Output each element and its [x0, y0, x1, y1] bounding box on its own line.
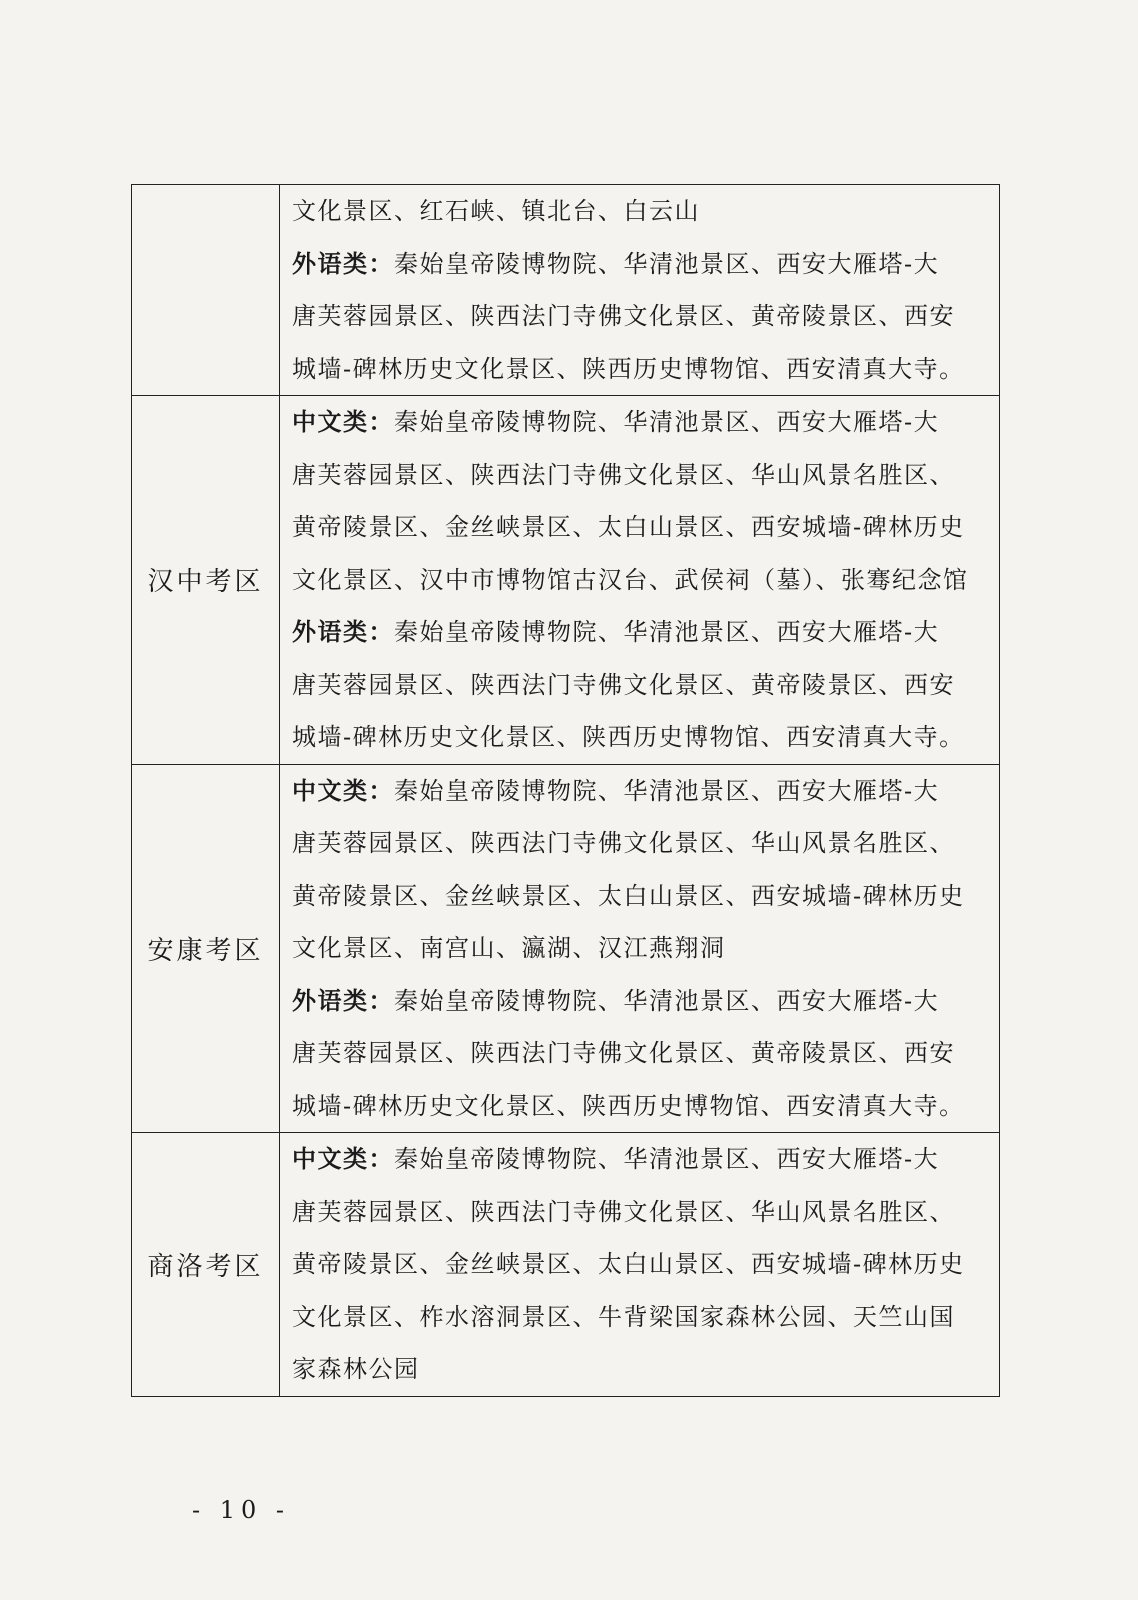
table-body: [132, 185, 1000, 1397]
scenic-spots-cell: [280, 1133, 1000, 1397]
content-text: 唐芙蓉园景区、陕西法门寺佛文化景区、华山风景名胜区、: [292, 829, 955, 857]
content-line: [292, 765, 991, 818]
content-text: 唐芙蓉园景区、陕西法门寺佛文化景区、华山风景名胜区、: [292, 460, 955, 489]
content-text: 唐芙蓉园景区、陕西法门寺佛文化景区、华山风景名胜区、: [292, 1197, 955, 1226]
content-text: 城墙-碑林历史文化景区、陕西历史博物馆、西安清真大寺。: [292, 354, 965, 383]
content-text: 唐芙蓉园景区、陕西法门寺佛文化景区、黄帝陵景区、西安: [292, 670, 955, 699]
scenic-spots-cell: [280, 764, 1000, 1133]
content-line: [292, 185, 991, 238]
content-line: [292, 606, 991, 659]
content-line: [292, 1343, 991, 1396]
scenic-spots-table: [131, 184, 1000, 1397]
content-line: [292, 659, 991, 712]
exam-region-cell: [132, 185, 280, 396]
category-label: 外语类：: [292, 986, 394, 1015]
content-text: 秦始皇帝陵博物院、华清池景区、西安大雁塔-大: [394, 1145, 940, 1173]
content-line: [292, 501, 991, 554]
content-line: [292, 343, 991, 396]
content-text: 家森林公园: [292, 1355, 420, 1383]
category-label: 外语类：: [292, 249, 394, 278]
content-line: [292, 290, 991, 343]
table-row: [132, 764, 1000, 1133]
content-text: 黄帝陵景区、金丝峡景区、太白山景区、西安城墙-碑林历史: [292, 513, 965, 541]
category-label: 外语类：: [292, 618, 394, 646]
content-line: [292, 817, 991, 870]
content-text: 文化景区、柞水溶洞景区、牛背梁国家森林公园、天竺山国: [292, 1302, 955, 1331]
content-line: [292, 1080, 991, 1133]
category-label: 中文类：: [292, 1145, 394, 1173]
content-line: [292, 1133, 991, 1186]
content-text: 文化景区、汉中市博物馆古汉台、武侯祠（墓）、张骞纪念馆: [292, 565, 969, 594]
exam-region-cell: 商洛考区: [132, 1133, 280, 1397]
content-line: [292, 449, 991, 502]
page-number: - 10 -: [192, 1496, 291, 1524]
table-row: [132, 396, 1000, 765]
content-text: 黄帝陵景区、金丝峡景区、太白山景区、西安城墙-碑林历史: [292, 1250, 965, 1278]
content-text: 唐芙蓉园景区、陕西法门寺佛文化景区、黄帝陵景区、西安: [292, 1039, 955, 1067]
scenic-spots-cell: [280, 396, 1000, 765]
category-label: 中文类：: [292, 408, 394, 436]
exam-region-cell: 安康考区: [132, 764, 280, 1133]
content-text: 秦始皇帝陵博物院、华清池景区、西安大雁塔-大: [394, 986, 940, 1015]
content-line: [292, 975, 991, 1028]
content-text: 秦始皇帝陵博物院、华清池景区、西安大雁塔-大: [394, 618, 940, 646]
content-line: [292, 554, 991, 607]
content-text: 城墙-碑林历史文化景区、陕西历史博物馆、西安清真大寺。: [292, 723, 965, 751]
content-text: 秦始皇帝陵博物院、华清池景区、西安大雁塔-大: [394, 408, 940, 436]
table-row: [132, 185, 1000, 396]
category-label: 中文类：: [292, 776, 394, 805]
content-text: 城墙-碑林历史文化景区、陕西历史博物馆、西安清真大寺。: [292, 1091, 965, 1120]
content-text: 秦始皇帝陵博物院、华清池景区、西安大雁塔-大: [394, 776, 940, 805]
table-row: [132, 1133, 1000, 1397]
content-line: [292, 1186, 991, 1239]
content-line: [292, 1291, 991, 1344]
scenic-spots-cell: [280, 185, 1000, 396]
content-text: 文化景区、红石峡、镇北台、白云山: [292, 197, 700, 225]
content-text: 文化景区、南宫山、瀛湖、汉江燕翔洞: [292, 934, 726, 962]
content-text: 黄帝陵景区、金丝峡景区、太白山景区、西安城墙-碑林历史: [292, 881, 965, 910]
content-line: [292, 238, 991, 291]
content-line: [292, 1027, 991, 1080]
content-line: [292, 711, 991, 764]
exam-region-cell: 汉中考区: [132, 396, 280, 765]
content-line: [292, 1238, 991, 1291]
content-line: [292, 870, 991, 923]
content-text: 秦始皇帝陵博物院、华清池景区、西安大雁塔-大: [394, 249, 940, 278]
content-line: [292, 396, 991, 449]
content-text: 唐芙蓉园景区、陕西法门寺佛文化景区、黄帝陵景区、西安: [292, 302, 955, 330]
content-line: [292, 922, 991, 975]
